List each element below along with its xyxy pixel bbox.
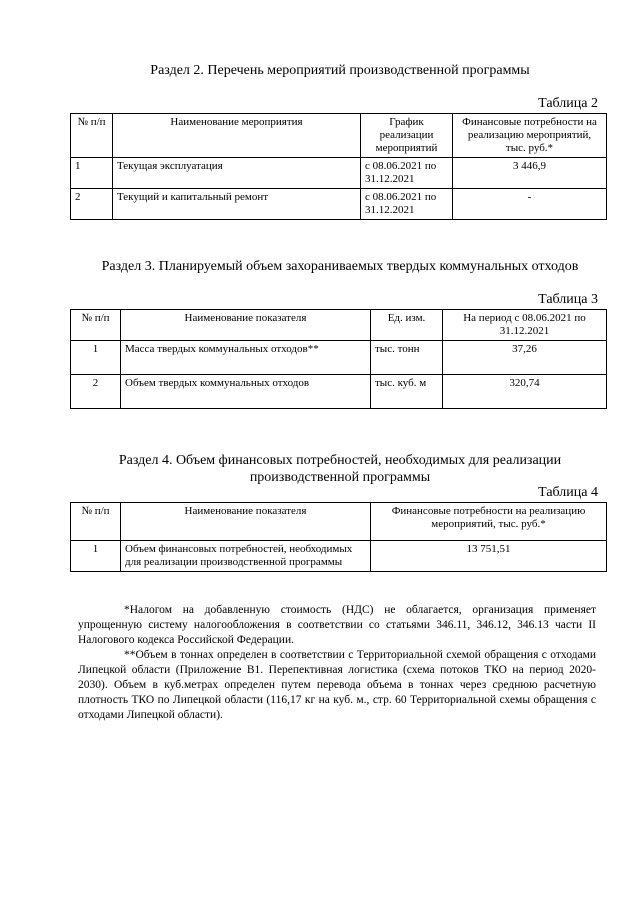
table3-cell-unit: тыс. тонн [371,341,443,375]
table2-cell-name: Текущая эксплуатация [113,158,361,189]
table4-header-num: № п/п [71,503,121,541]
table2-header-schedule: График реализации мероприятий [361,114,453,158]
table2-header-name: Наименование мероприятия [113,114,361,158]
table4-label: Таблица 4 [538,485,598,500]
section2-heading: Раздел 2. Перечень мероприятий производственной программы [150,63,530,78]
table4 [70,502,607,572]
table-row [71,341,607,375]
table2-label: Таблица 2 [538,96,598,111]
table-row [71,541,607,572]
footnote-vat: *Налогом на добавленную стоимость (НДС) не облагается, организация применяет упрощенную систему налогообложения в соответствии со статьями 346.11, 346.12, 346.13 части II Налогового кодекса Российской Федерации. [78,604,596,646]
table-row [71,375,607,409]
section3-heading: Раздел 3. Планируемый объем захораниваемых твердых коммунальных отходов [101,259,579,274]
table3-header-unit: Ед. изм. [371,310,443,341]
section4-heading: Раздел 4. Объем финансовых потребностей, необходимых для реализации производственной программы [118,453,562,485]
table4-header-name: Наименование показателя [121,503,371,541]
table2-cell-schedule: с 08.06.2021 по 31.12.2021 [361,158,453,189]
table3 [70,309,607,409]
table2-cell-num: 1 [71,158,113,189]
table3-cell-value: 37,26 [443,341,607,375]
table3-cell-value: 320,74 [443,375,607,409]
table3-cell-unit: тыс. куб. м [371,375,443,409]
table-row [71,189,607,220]
table4-header-finance: Финансовые потребности на реализацию мероприятий, тыс. руб.* [371,503,607,541]
table3-label: Таблица 3 [538,292,598,307]
table3-header-row [71,310,607,341]
table2-cell-num: 2 [71,189,113,220]
table3-cell-num: 2 [71,375,121,409]
table3-cell-name: Объем твердых коммунальных отходов [121,375,371,409]
table2-header-finance: Финансовые потребности на реализацию мероприятий, тыс. руб.* [453,114,607,158]
table2-header-num: № п/п [71,114,113,158]
table3-cell-num: 1 [71,341,121,375]
table3-header-num: № п/п [71,310,121,341]
table-row [71,158,607,189]
table3-header-period: На период с 08.06.2021 по 31.12.2021 [443,310,607,341]
footnotes [78,603,596,723]
table2 [70,113,607,220]
table4-cell-value: 13 751,51 [371,541,607,572]
table2-cell-schedule: с 08.06.2021 по 31.12.2021 [361,189,453,220]
table4-cell-num: 1 [71,541,121,572]
table2-cell-name: Текущий и капитальный ремонт [113,189,361,220]
table4-header-row [71,503,607,541]
table4-cell-name: Объем финансовых потребностей, необходимых для реализации производственной программы [121,541,371,572]
footnote-volume: **Объем в тоннах определен в соответствии с Территориальной схемой обращения с отходами Липецкой области (Приложение В1. Перепективная логистика (схема потоков ТКО на период 2020-2030). Объем в куб.метрах определен путем перевода объема в тоннах через среднюю расчетную плотность ТКО по Липецкой области (116,17 кг на куб. м., стр. 60 Территориальной схемы обращения с отходами Липецкой области). [78,649,596,721]
table2-cell-finance: 3 446,9 [453,158,607,189]
table2-header-row [71,114,607,158]
table2-cell-finance: - [453,189,607,220]
table3-header-name: Наименование показателя [121,310,371,341]
table3-cell-name: Масса твердых коммунальных отходов** [121,341,371,375]
